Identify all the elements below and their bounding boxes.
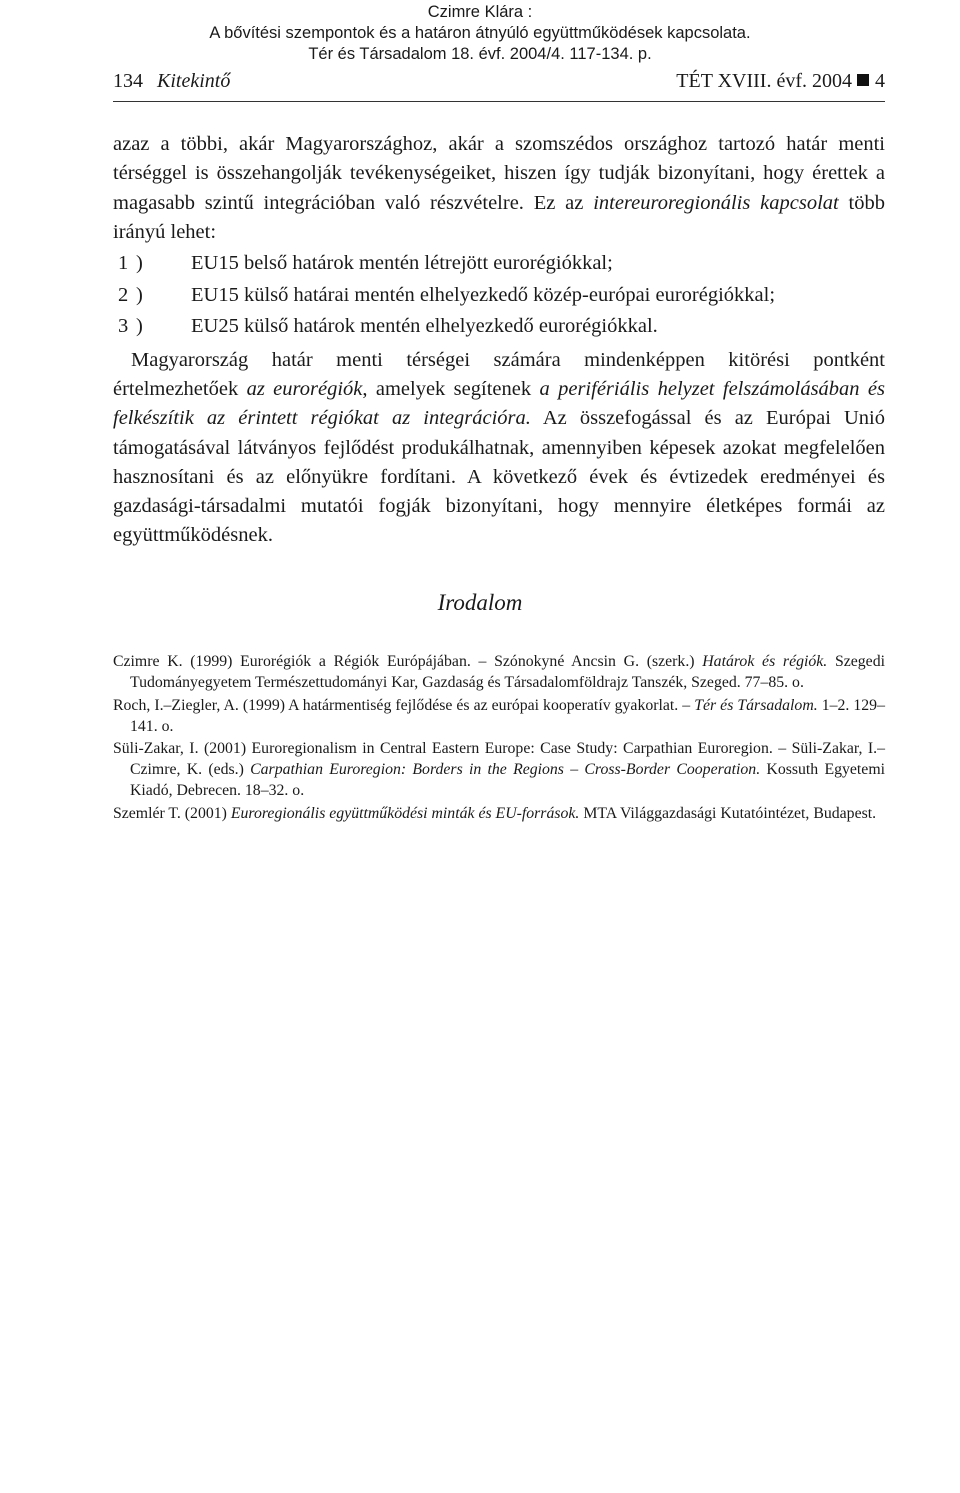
reference-item: Szemlér T. (2001) Euroregionális együttműködési minták és EU-források. MTA Világgazdasági Kutatóintézet, Budapest.	[113, 804, 877, 822]
citation-header	[0, 2, 960, 65]
list-item: 2 ) EU15 külső határai mentén elhelyezkedő közép-európai eurorégiókkal;	[118, 283, 776, 306]
issue-number: 4	[875, 70, 885, 92]
reference-item: Süli-Zakar, I. (2001) Euroregionalism in Central Eastern Europe: Case Study: Carpathian Euroregion. – Süli-Zakar, I.–Czimre, K. (eds.) Carpathian Euroregion: Borders in the Regions – Cross-Border Cooperation. Kossuth Egyetemi Kiadó, Debrecen. 18–32. o.	[113, 740, 885, 799]
black-square-icon	[857, 74, 869, 86]
section-name: Kitekintő	[157, 70, 231, 92]
list-item: 3 ) EU25 külső határok mentén elhelyezkedő eurorégiókkal.	[118, 315, 658, 338]
paragraph-2: Magyarország határ menti térségei számára mindenképpen kitörési pontként értelmezhetőek az eurorégiók, amelyek segítenek a perifériális helyzet felszámolásában és felkészítik az érintett régiókat az integrációra. Az összefogással és az Európai Unió támogatásával látványos fejlődést produkálhatnak, amennyiben képesek azokat megfelelően hasznosítani és az előnyükre fordítani. A következő évek és évtizedek eredményei és gazdasági-társadalmi mutatói fogják bizonyítani, hogy mennyire életképes formái az együttműködésnek.	[113, 348, 886, 547]
paragraph-1: azaz a többi, akár Magyarországhoz, akár a szomszédos országhoz tartozó határ menti térséggel is összehangolják tevékenységeiket, hiszen így tudják bizonyítani, hogy érettek a magasabb szintű integrációban való részvételre. Ez az intereuroregionális kapcsolat több irányú lehet:	[113, 133, 885, 243]
journal-name: TÉT XVIII. évf. 2004	[676, 70, 852, 92]
citation-source: Tér és Társadalom 18. évf. 2004/4. 117-134. p.	[308, 45, 652, 63]
citation-title: A bővítési szempontok és a határon átnyúló együttműködések kapcsolata.	[209, 24, 751, 42]
reference-item: Roch, I.–Ziegler, A. (1999) A határmentiség fejlődése és az európai kooperatív gyakorlat. – Tér és Társadalom. 1–2. 129–141. o.	[113, 696, 885, 735]
references-list	[113, 651, 885, 825]
list-item: 1 ) EU15 belső határok mentén létrejött eurorégiókkal;	[118, 252, 613, 275]
citation-author: Czimre Klára :	[427, 3, 533, 21]
header-rule	[113, 101, 885, 102]
reference-item: Czimre K. (1999) Eurorégiók a Régiók Európájában. – Szónokyné Ancsin G. (szerk.) Határok és régiók. Szegedi Tudományegyetem Természettudományi Kar, Gazdaság és Társadalomföldrajz Tanszék, Szeged. 77–85. o.	[113, 653, 885, 691]
numbered-list	[113, 249, 885, 342]
running-head	[113, 70, 885, 98]
page-number: 134	[113, 70, 143, 92]
references-heading: Irodalom	[437, 590, 523, 615]
body-text	[113, 130, 885, 551]
